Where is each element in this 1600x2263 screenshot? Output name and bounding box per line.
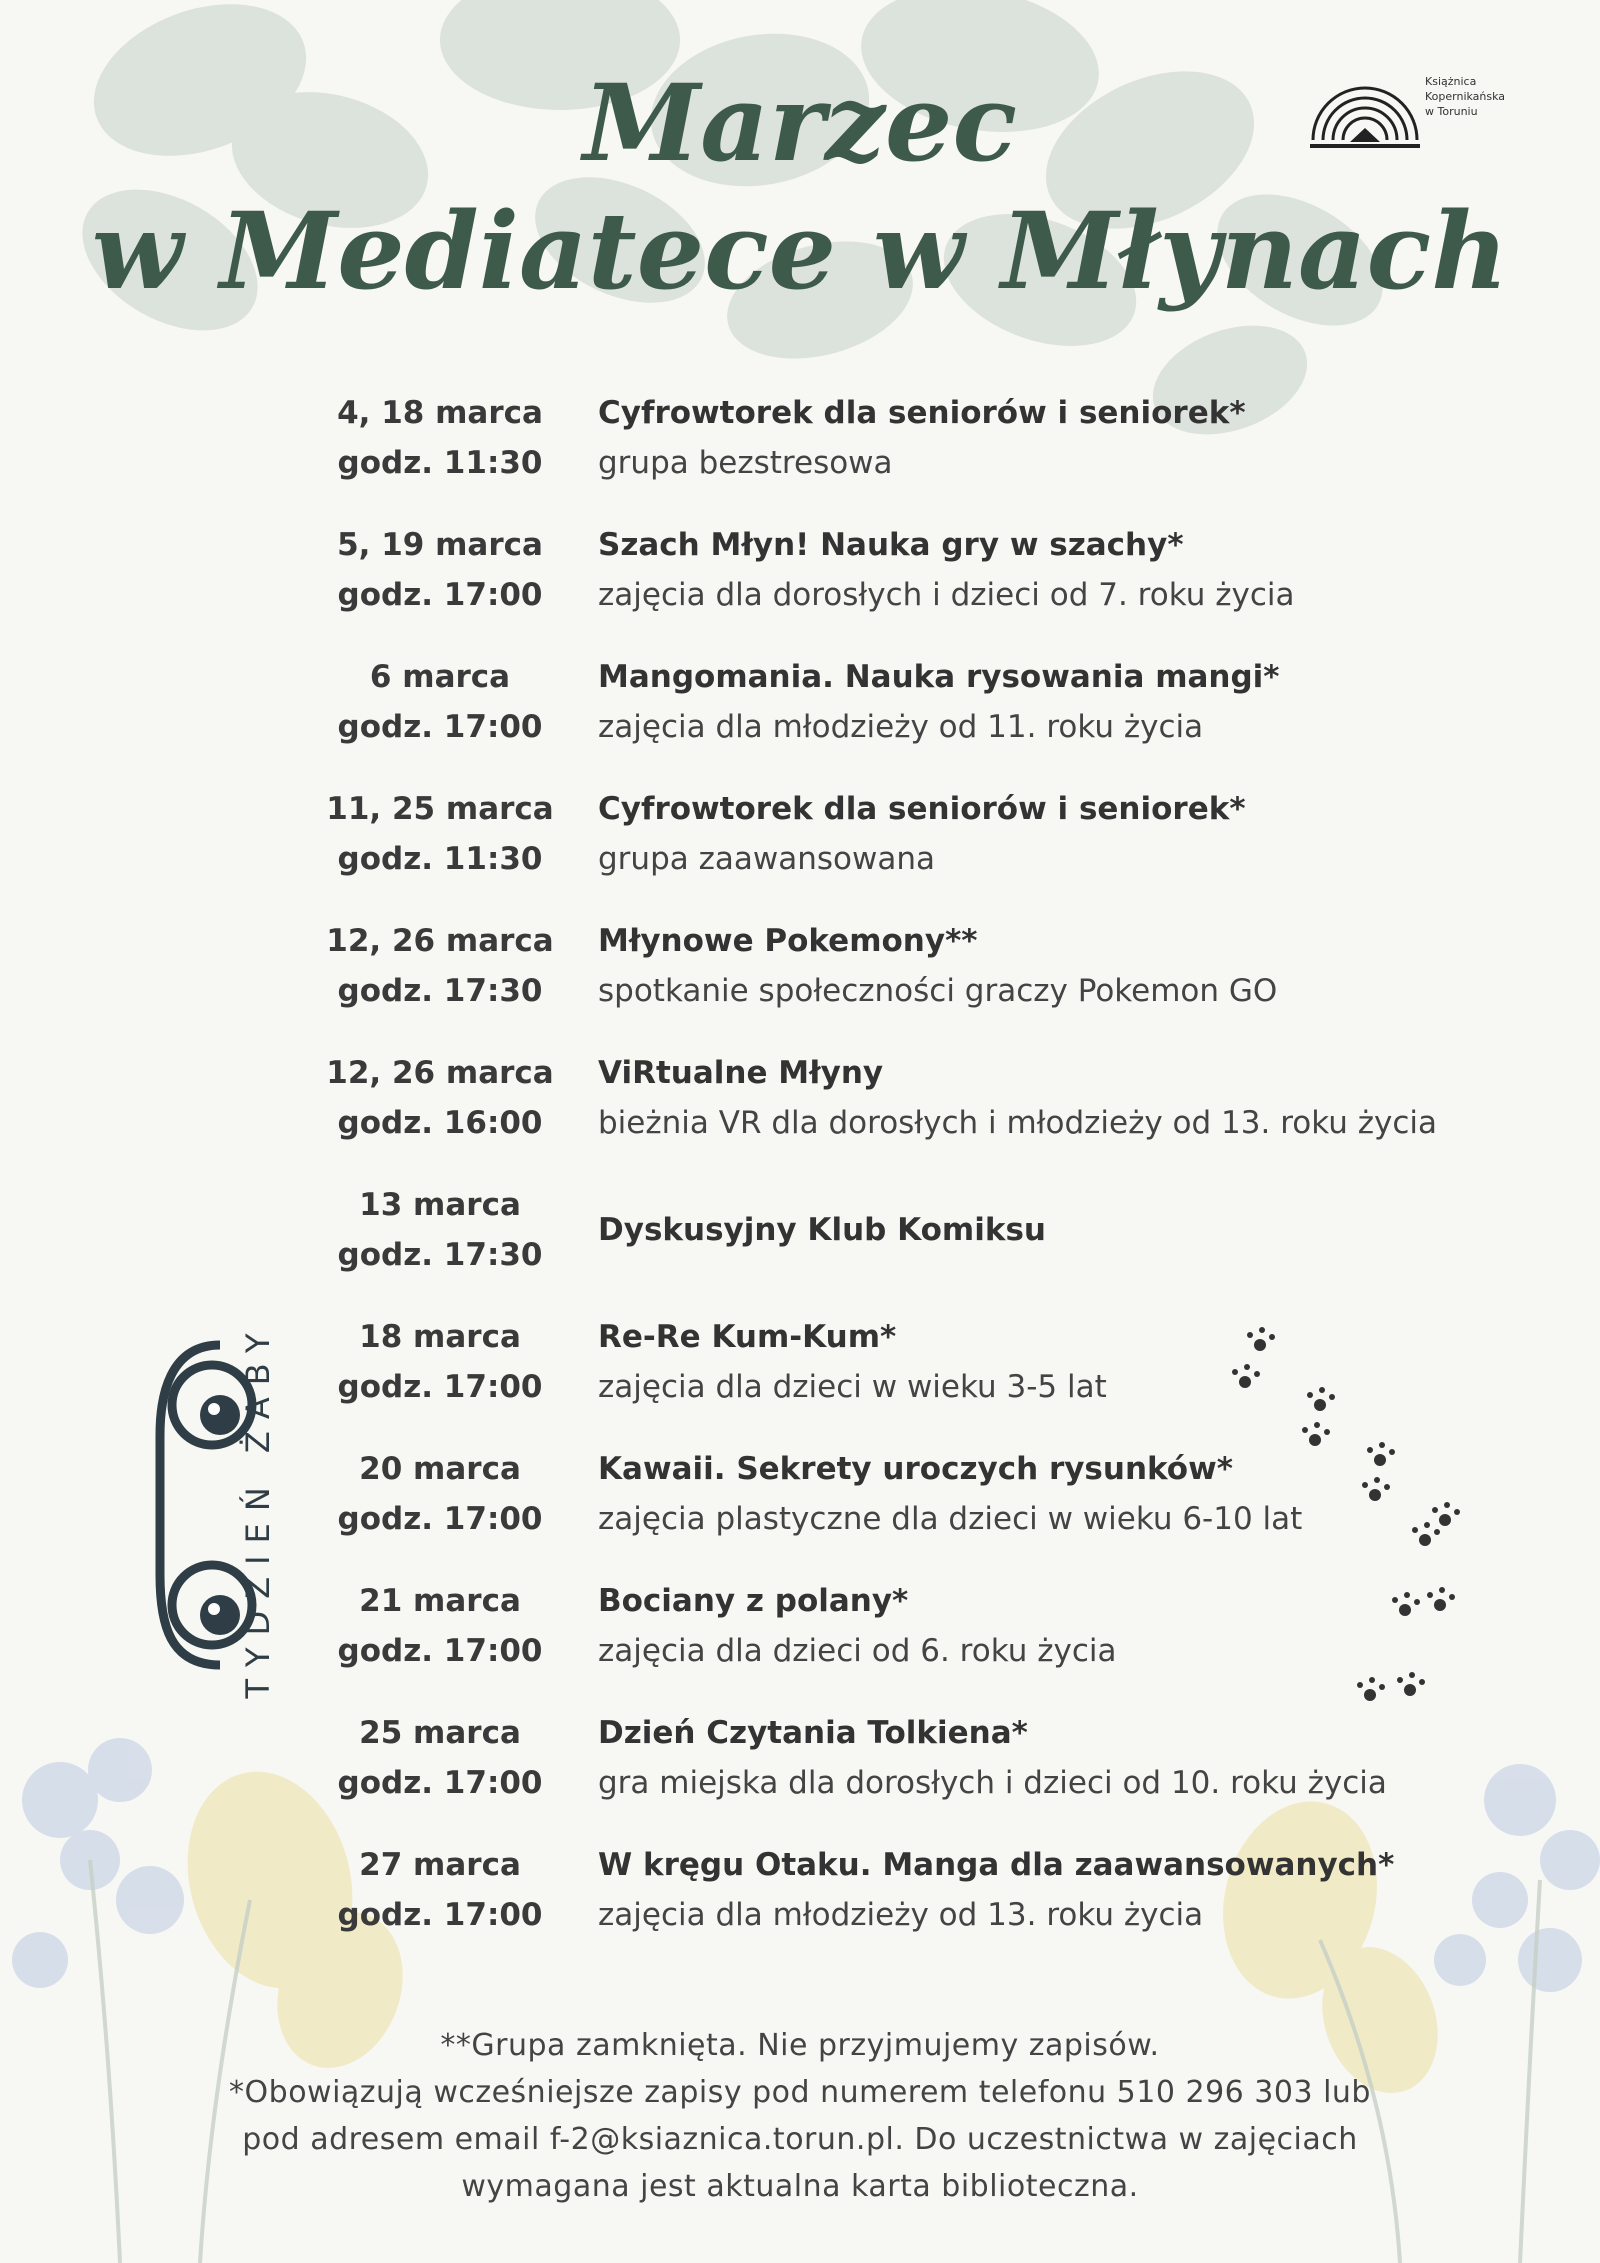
event-dates: 11, 25 marca godz. 11:30 xyxy=(326,791,554,877)
title-line-2: w Mediatece w Młynach xyxy=(91,188,1509,313)
paw-prints-icon xyxy=(1230,1320,1490,1740)
event-dates: 13 marca godz. 17:30 xyxy=(337,1187,543,1273)
event-dates: 18 marca godz. 17:00 xyxy=(337,1319,543,1405)
schedule-row xyxy=(0,652,1600,772)
event-dates: 27 marca godz. 17:00 xyxy=(337,1847,543,1933)
event-description: gra miejska dla dorosłych i dzieci od 10. roku życia xyxy=(598,1765,1387,1801)
footnote-registration: *Obowiązują wcześniejsze zapisy pod numerem telefonu 510 296 303 lub xyxy=(229,2075,1371,2110)
event-dates: 4, 18 marca godz. 11:30 xyxy=(337,395,543,481)
event-description: grupa bezstresowa xyxy=(598,445,893,481)
footnotes xyxy=(100,2022,1500,2210)
event-title: ViRtualne Młyny xyxy=(598,1055,884,1091)
schedule-row xyxy=(0,1180,1600,1300)
footnote-registration: wymagana jest aktualna karta biblioteczna. xyxy=(461,2169,1139,2204)
event-dates: 20 marca godz. 17:00 xyxy=(337,1451,543,1537)
event-description: zajęcia dla dzieci w wieku 3-5 lat xyxy=(598,1369,1107,1405)
schedule-row xyxy=(0,520,1600,640)
event-title: Dyskusyjny Klub Komiksu xyxy=(598,1212,1046,1248)
event-description: grupa zaawansowana xyxy=(598,841,935,877)
event-dates: 12, 26 marca godz. 16:00 xyxy=(326,1055,554,1141)
library-logo-text: Książnica Kopernikańska w Toruniu xyxy=(1425,75,1506,118)
event-dates: 6 marca godz. 17:00 xyxy=(337,659,543,745)
event-description: zajęcia plastyczne dla dzieci w wieku 6-10 lat xyxy=(598,1501,1303,1537)
event-description: spotkanie społeczności graczy Pokemon GO xyxy=(598,973,1278,1009)
schedule-row xyxy=(0,388,1600,508)
event-description: zajęcia dla młodzieży od 11. roku życia xyxy=(598,709,1204,745)
event-dates: 12, 26 marca godz. 17:30 xyxy=(326,923,554,1009)
frog-week-label: TYDZIEŃ ŻABY xyxy=(239,1321,277,1699)
event-title: Mangomania. Nauka rysowania mangi* xyxy=(598,659,1280,695)
footnote-closed-group: **Grupa zamknięta. Nie przyjmujemy zapisów. xyxy=(440,2028,1160,2063)
event-description: zajęcia dla młodzieży od 13. roku życia xyxy=(598,1897,1204,1933)
event-title: W kręgu Otaku. Manga dla zaawansowanych* xyxy=(598,1847,1395,1883)
event-description: zajęcia dla dorosłych i dzieci od 7. roku życia xyxy=(598,577,1295,613)
event-dates: 21 marca godz. 17:00 xyxy=(337,1583,543,1669)
event-title: Cyfrowtorek dla seniorów i seniorek* xyxy=(598,791,1246,827)
schedule-row xyxy=(0,916,1600,1036)
event-dates: 5, 19 marca godz. 17:00 xyxy=(337,527,543,613)
event-title: Bociany z polany* xyxy=(598,1583,909,1619)
event-dates: 25 marca godz. 17:00 xyxy=(337,1715,543,1801)
event-title: Re-Re Kum-Kum* xyxy=(598,1319,897,1355)
event-title: Cyfrowtorek dla seniorów i seniorek* xyxy=(598,395,1246,431)
schedule-row xyxy=(0,784,1600,904)
frog-eyes-icon xyxy=(150,1335,325,1675)
footnote-registration: pod adresem email f-2@ksiaznica.torun.pl. Do uczestnictwa w zajęciach xyxy=(242,2122,1358,2157)
schedule-row xyxy=(0,1840,1600,1960)
event-description: bieżnia VR dla dorosłych i młodzieży od 13. roku życia xyxy=(598,1105,1438,1141)
event-title: Kawaii. Sekrety uroczych rysunków* xyxy=(598,1451,1233,1487)
event-description: zajęcia dla dzieci od 6. roku życia xyxy=(598,1633,1117,1669)
event-title: Szach Młyn! Nauka gry w szachy* xyxy=(598,527,1184,563)
event-title: Dzień Czytania Tolkiena* xyxy=(598,1715,1028,1751)
event-title: Młynowe Pokemony** xyxy=(598,923,978,959)
schedule-row xyxy=(0,1048,1600,1168)
title-line-1: Marzec xyxy=(582,60,1018,185)
